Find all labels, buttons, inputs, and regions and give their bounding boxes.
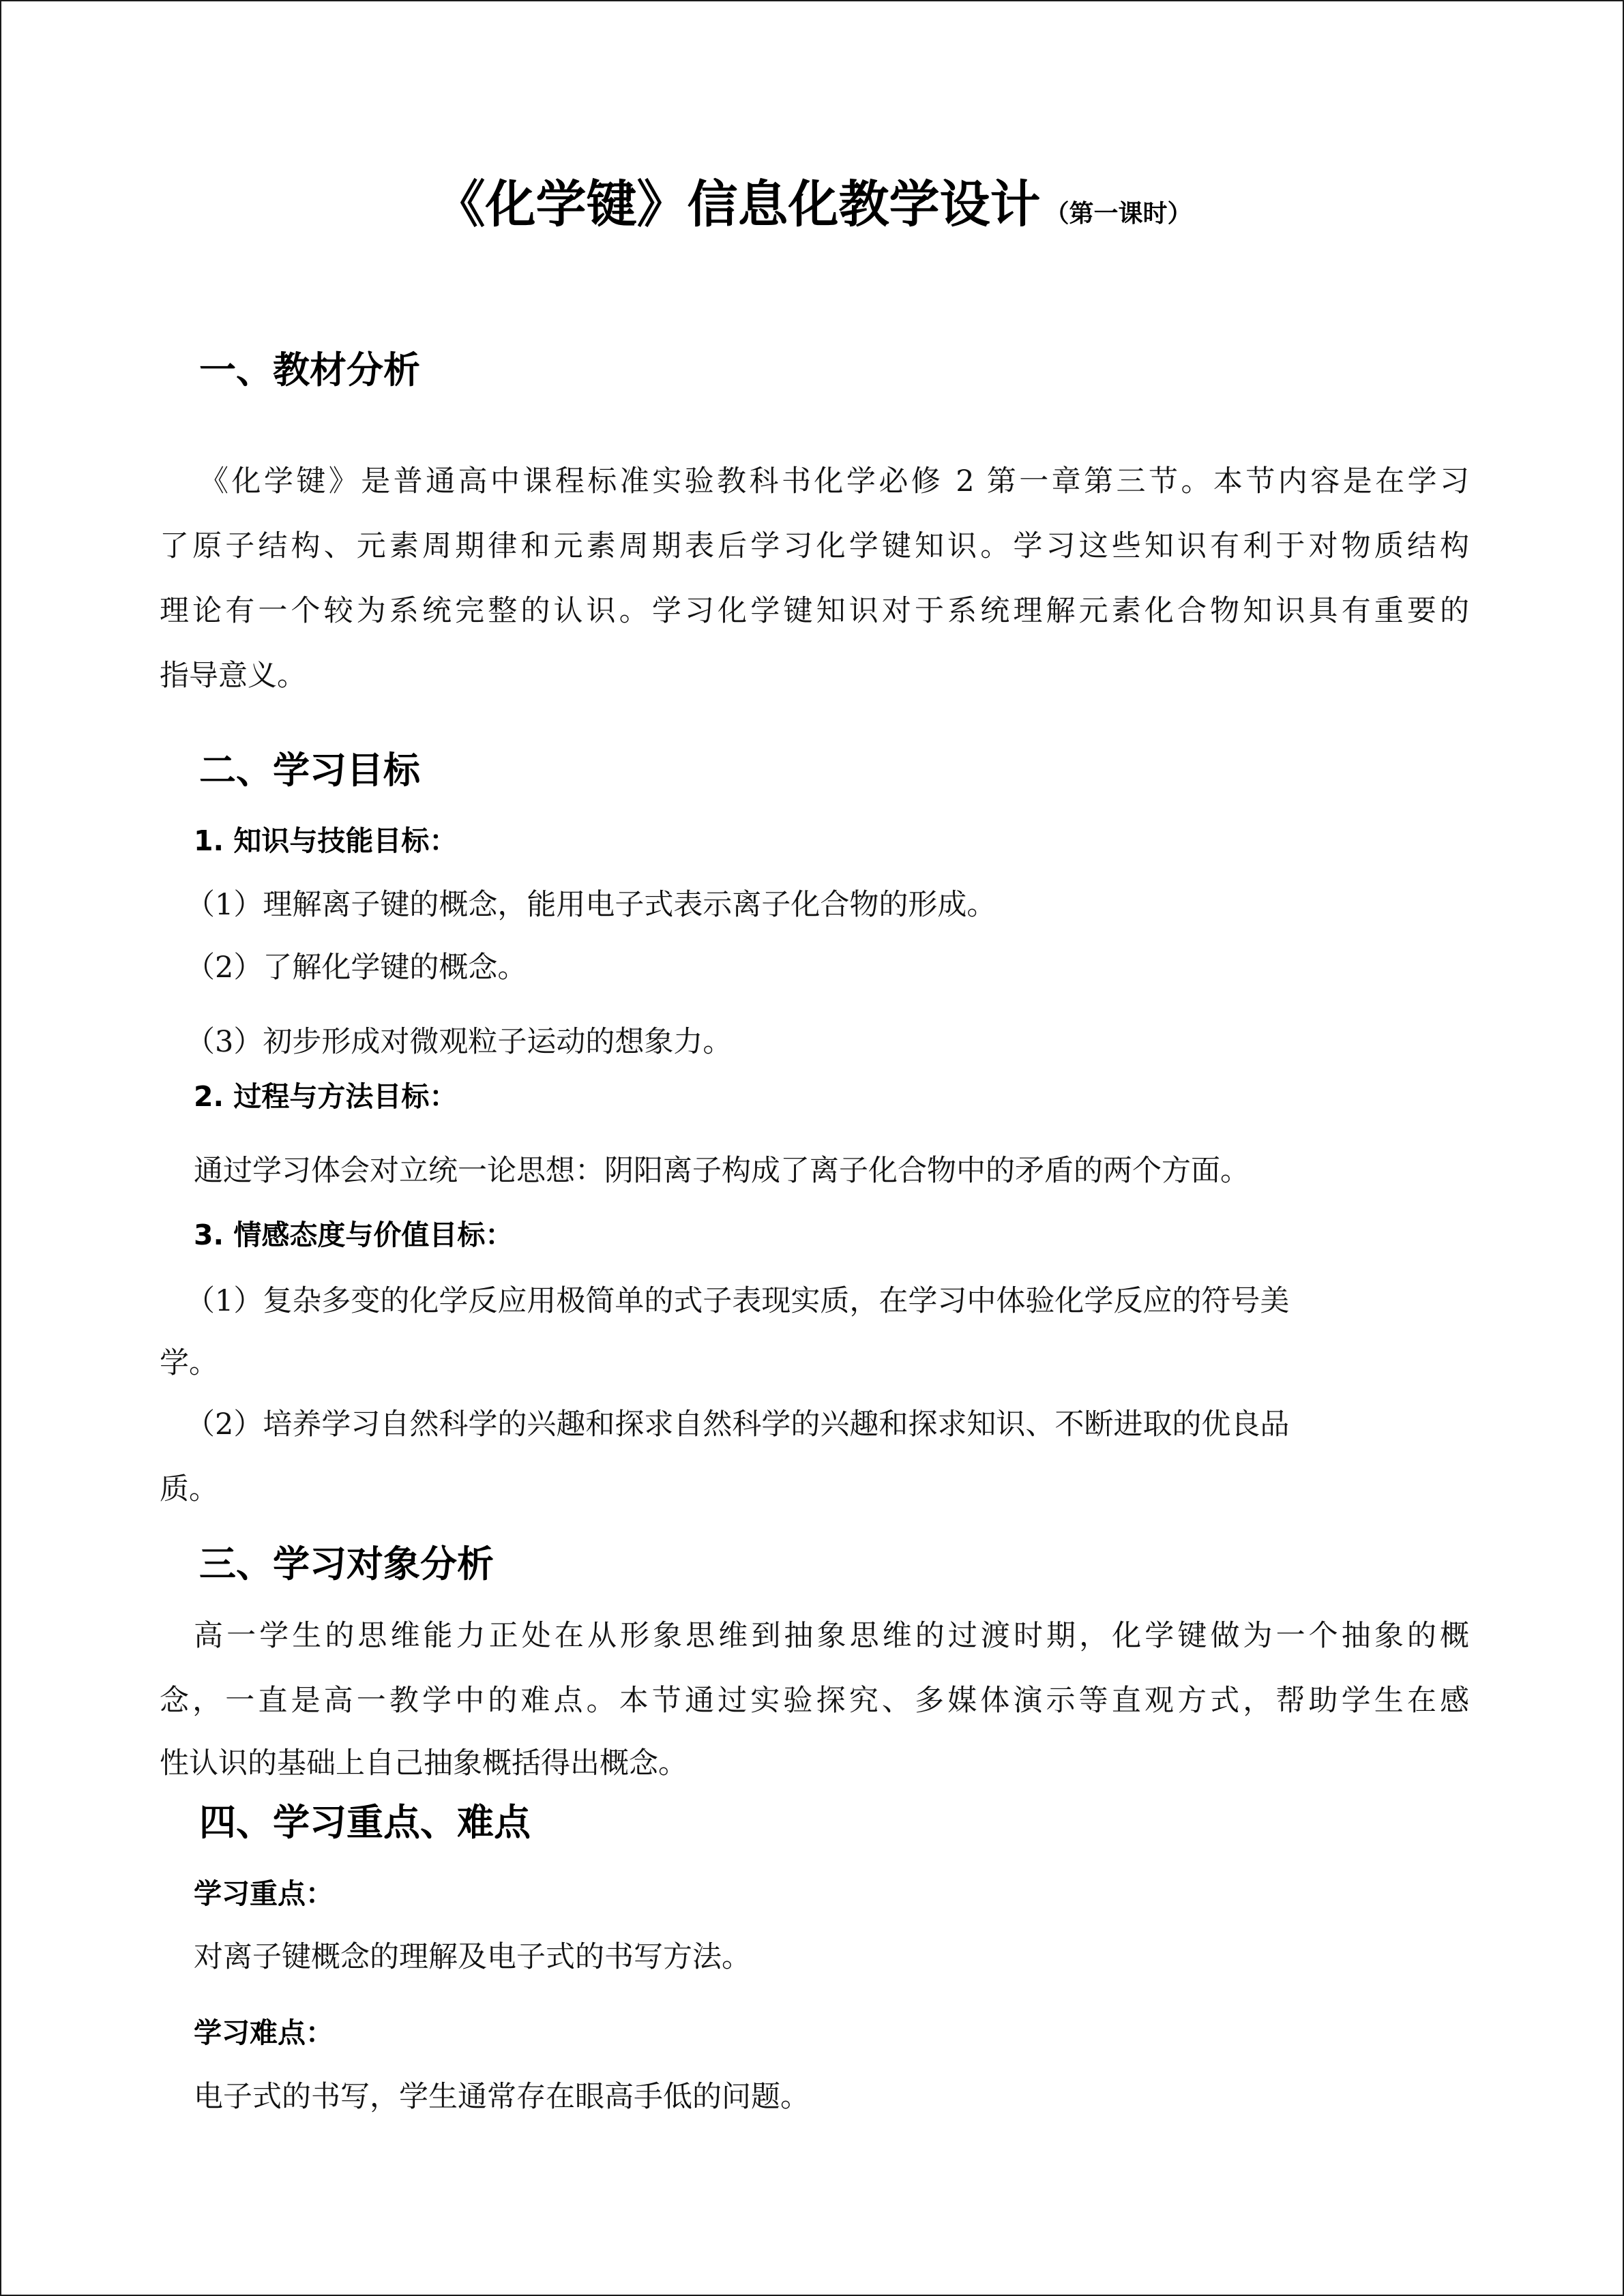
goal-item: （3）初步形成对微观粒子运动的想象力。 <box>186 1025 733 1059</box>
subheading-attitude-values: 3. 情感态度与价值目标： <box>194 1219 514 1251</box>
goal-item: （1）理解离子键的概念，能用电子式表示离子化合物的形成。 <box>186 888 996 922</box>
goal-item-continuation: 质。 <box>160 1472 218 1506</box>
goal-item: 通过学习体会对立统一论思想：阴阳离子构成了离子化合物中的矛盾的两个方面。 <box>194 1154 1250 1188</box>
paragraph-line: 指导意义。 <box>160 659 306 693</box>
paragraph-line: 性认识的基础上自己抽象概括得出概念。 <box>160 1746 688 1780</box>
paragraph-line: 高一学生的思维能力正处在从形象思维到抽象思维的过渡时期，化学键做为一个抽象的概 <box>194 1619 1469 1653</box>
title-subtitle: （第一课时） <box>1044 200 1192 228</box>
goal-item: （2）了解化学键的概念。 <box>186 951 527 985</box>
title-main: 《化学键》信息化教学设计 <box>434 175 1041 234</box>
section-heading-learner-analysis: 三、学习对象分析 <box>199 1542 494 1585</box>
section-heading-key-difficult-points: 四、学习重点、难点 <box>199 1801 531 1844</box>
goal-item: （2）培养学习自然科学的兴趣和探求自然科学的兴趣和探求知识、不断进取的优良品 <box>186 1407 1290 1442</box>
subheading-process-methods: 2. 过程与方法目标： <box>194 1080 458 1113</box>
difficulty-text: 电子式的书写，学生通常存在眼高手低的问题。 <box>194 2080 810 2114</box>
paragraph-line: 念，一直是高一教学中的难点。本节通过实验探究、多媒体演示等直观方式，帮助学生在感 <box>160 1684 1469 1718</box>
paragraph-line: 《化学键》是普通高中课程标准实验教科书化学必修 2 第一章第三节。本节内容是在学习 <box>199 464 1469 498</box>
paragraph-line: 理论有一个较为系统完整的认识。学习化学键知识对于系统理解元素化合物知识具有重要的 <box>160 594 1469 628</box>
subheading-knowledge-skills: 1. 知识与技能目标： <box>194 824 458 857</box>
goal-item-continuation: 学。 <box>160 1346 218 1380</box>
key-point-text: 对离子键概念的理解及电子式的书写方法。 <box>194 1940 751 1974</box>
document-title <box>1 170 1624 248</box>
goal-item: （1）复杂多变的化学反应用极简单的式子表现实质，在学习中体验化学反应的符号美 <box>186 1284 1290 1318</box>
label-learning-key-point: 学习重点： <box>194 1877 334 1910</box>
section-heading-learning-goals: 二、学习目标 <box>199 749 420 792</box>
label-learning-difficulty: 学习难点： <box>194 2016 334 2049</box>
section-heading-textbook-analysis: 一、教材分析 <box>199 348 420 391</box>
paragraph-line: 了原子结构、元素周期律和元素周期表后学习化学键知识。学习这些知识有利于对物质结构 <box>160 529 1469 563</box>
